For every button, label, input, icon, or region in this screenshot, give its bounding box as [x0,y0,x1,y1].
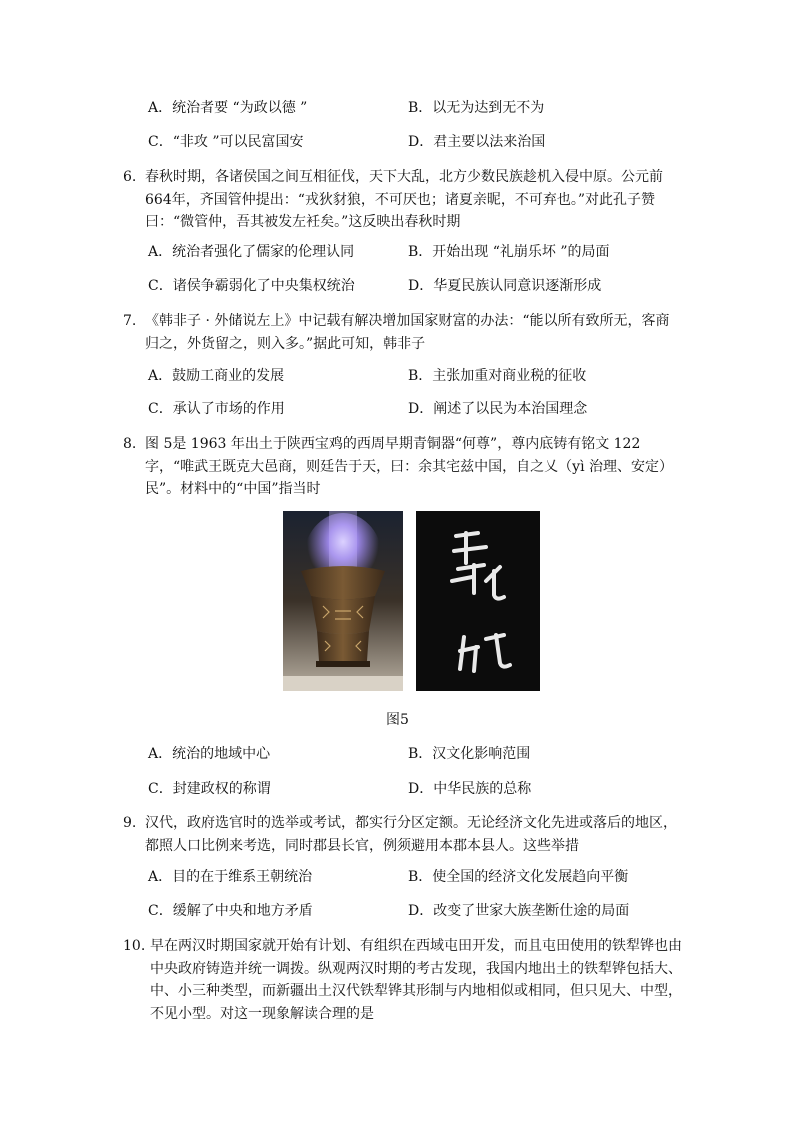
question-number: 6. [123,169,137,185]
question-stem: 图 5是 1963 年出土于陕西宝鸡的西周早期青铜器“何尊”，尊内底铸有铭文 122字，“唯武王既克大邑商，则廷告于天，曰：余其宅兹中国，自之乂（yì 治理、安定）民”。材料中的“中国”指当时 [145,436,673,497]
question-stem: 早在两汉时期国家就开始有计划、有组织在西域屯田开发，而且屯田使用的铁犁铧也由中央政府铸造并统一调拨。纵观两汉时期的考古发现，我国内地出土的铁犁铧包括大、中、小三种类型，而新疆出土汉代铁犁铧其形制与内地相似或相同，但只见大、中型，不见小型。对这一现象解读合理的是 [150,938,682,1022]
q7-option-d: D．阐述了以民为本治国理念 [408,401,588,417]
q8-option-b: B．汉文化影响范围 [408,746,531,762]
q9-option-b: B．使全国的经济文化发展趋向平衡 [408,869,629,885]
q8-option-d: D．中华民族的总称 [408,781,532,797]
question-7 [123,310,683,355]
question-number: 9. [123,815,137,831]
q7-option-c: C．承认了市场的作用 [148,401,285,417]
q5-option-b: B．以无为达到无不为 [408,100,545,116]
question-10 [123,935,683,1025]
figure-caption: 图5 [386,712,409,728]
question-9 [123,812,683,857]
q7-option-a: A．鼓励工商业的发展 [148,368,285,384]
q6-option-a: A．统治者强化了儒家的伦理认同 [148,244,355,260]
question-stem: 汉代，政府选官时的选举或考试，都实行分区定额。无论经济文化先进或落后的地区，都照人口比例来考选，同时郡县长官，例须避用本郡本县人。这些举措 [145,815,677,854]
q9-option-a: A．目的在于维系王朝统治 [148,869,313,885]
question-number: 8. [123,436,137,452]
q9-option-c: C．缓解了中央和地方矛盾 [148,903,313,919]
q6-option-d: D．华夏民族认同意识逐渐形成 [408,278,602,294]
question-8 [123,433,683,501]
inscription-photo [416,511,540,691]
question-number: 10. [123,938,146,954]
q6-option-c: C．诸侯争霸弱化了中央集权统治 [148,278,355,294]
question-6 [123,166,683,234]
q8-option-a: A．统治的地域中心 [148,746,271,762]
q5-option-a: A．统治者要 “为政以德 ” [148,100,308,116]
question-stem: 春秋时期，各诸侯国之间互相征伐，天下大乱，北方少数民族趁机入侵中原。公元前664年，齐国管仲提出：“戎狄豺狼，不可厌也；诸夏亲昵，不可弃也。”对此孔子赞曰：“微管仲，吾其被发左衽矣。”这反映出春秋时期 [145,169,663,230]
he-zun-bronze-photo [283,511,403,691]
q8-option-c: C．封建政权的称谓 [148,781,271,797]
question-stem: 《韩非子 · 外储说左上》中记载有解决增加国家财富的办法：“能以所有致所无，客商归之，外货留之，则入多。”据此可知，韩非子 [145,313,670,352]
q5-option-d: D．君主要以法来治国 [408,134,546,150]
q9-option-d: D．改变了世家大族垄断仕途的局面 [408,903,630,919]
question-number: 7. [123,313,137,329]
q5-option-c: C．“非攻 ”可以民富国安 [148,134,304,150]
q7-option-b: B．主张加重对商业税的征收 [408,368,587,384]
q6-option-b: B．开始出现 “礼崩乐坏 ”的局面 [408,244,610,260]
